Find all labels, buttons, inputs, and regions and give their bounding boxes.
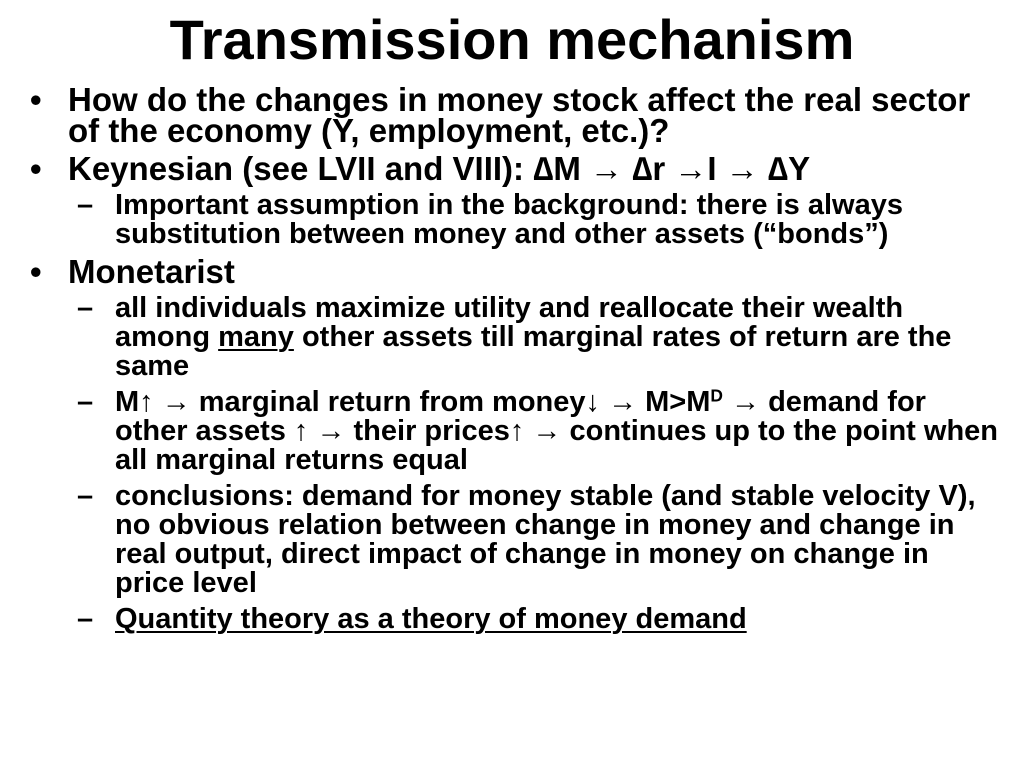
dash-marker: – — [77, 480, 94, 512]
keynesian-transmission-chain: ∆M → ∆r →I → ∆Y — [533, 150, 811, 187]
bullet-marker: • — [30, 253, 42, 290]
slide-title: Transmission mechanism — [169, 8, 855, 71]
sub-bullet-utility — [77, 294, 1005, 381]
underlined-many: many — [218, 321, 294, 353]
sub-bullet-utility-text-before: all individuals maximize utility and reallocate their wealth among — [115, 292, 904, 353]
bullet-monetarist-label: Monetarist — [68, 253, 235, 290]
sub-bullet-assumption-text: Important assumption in the background: there is always substitution between money and other assets (“bonds”) — [115, 189, 903, 250]
sub-bullet-utility-text-after: other assets till marginal rates of return are the same — [115, 321, 952, 382]
dash-marker: – — [77, 189, 94, 221]
sub-bullet-mechanism-text-after: → demand for other assets ↑ → their prices↑ → continues up to the point when all marginal returns equal — [115, 386, 998, 476]
sub-bullet-quantity-theory — [77, 605, 1005, 634]
sub-bullet-conclusions-text: conclusions: demand for money stable (and stable velocity V), no obvious relation between change in money and change in real output, direct impact of change in money on change in price level — [115, 480, 976, 599]
bullet-keynesian-prefix: Keynesian (see LVII and VIII): — [68, 150, 534, 187]
sub-bullet-assumption — [77, 191, 1005, 249]
sub-bullet-mechanism-text-before: M↑ → marginal return from money↓ → M>M — [115, 386, 711, 418]
bullet-keynesian — [30, 150, 1005, 187]
bullet-question — [30, 81, 1005, 149]
bullet-monetarist — [30, 253, 1005, 290]
bullet-question-text: How do the changes in money stock affect the real sector of the economy (Y, employment, etc.)? — [68, 81, 971, 149]
sub-bullet-conclusions — [77, 482, 1005, 598]
dash-marker: – — [77, 292, 94, 324]
slide-body — [30, 81, 1005, 635]
dash-marker: – — [77, 386, 94, 418]
bullet-marker: • — [30, 81, 42, 118]
sub-bullet-quantity-theory-text: Quantity theory as a theory of money demand — [115, 603, 747, 635]
sub-bullet-mechanism — [77, 385, 1005, 476]
bullet-marker: • — [30, 150, 42, 187]
dash-marker: – — [77, 603, 94, 635]
money-demand-superscript: D — [710, 385, 723, 406]
